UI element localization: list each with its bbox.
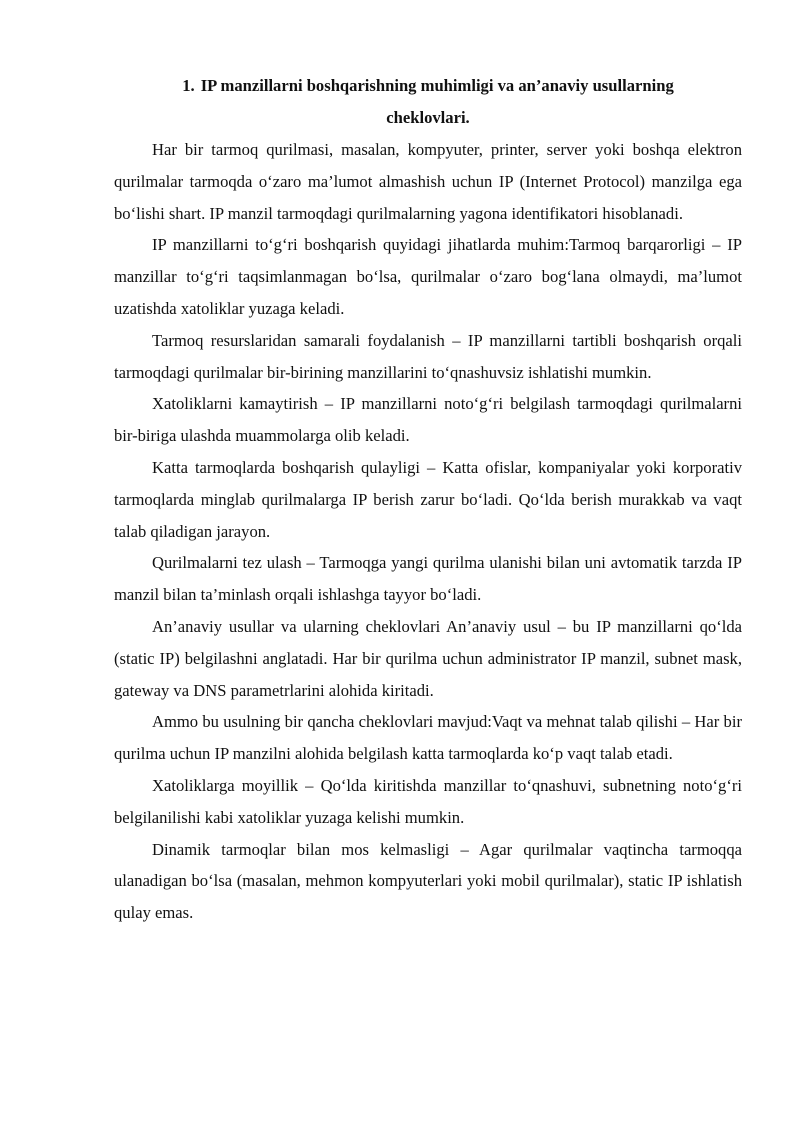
- section-heading: [114, 70, 742, 134]
- heading-line-2: cheklovlari.: [386, 108, 470, 127]
- heading-line-1: IP manzillarni boshqarishning muhimligi va an’anaviy usullarning: [200, 76, 674, 95]
- paragraph-traditional-methods: An’anaviy usullar va ularning cheklovlari An’anaviy usul – bu IP manzillarni qo‘lda (static IP) belgilashni anglatadi. Har bir qurilma uchun administrator IP manzil, subnet mask, gateway va DNS parametrlarini alohida kiritadi.: [114, 616, 742, 700]
- paragraph-resource-efficiency: Tarmoq resurslaridan samarali foydalanish – IP manzillarni tartibli boshqarish orqali tarmoqdagi qurilmalar bir-birining manzillarini to‘qnashuvsiz ishlatishi mumkin.: [114, 330, 742, 382]
- document-page: [114, 70, 742, 929]
- paragraph-error-reduction: Xatoliklarni kamaytirish – IP manzillarni noto‘g‘ri belgilash tarmoqdagi qurilmalarni bir-biriga ulashda muammolarga olib keladi.: [114, 394, 742, 446]
- paragraph-fast-device-connection: Qurilmalarni tez ulash – Tarmoqga yangi qurilma ulanishi bilan uni avtomatik tarzda IP manzil bilan ta’minlash orqali ishlashga tayyor bo‘ladi.: [114, 553, 742, 605]
- paragraph-large-network-management: Katta tarmoqlarda boshqarish qulayligi – Katta ofislar, kompaniyalar yoki korporativ tarmoqlarda minglab qurilmalarga IP berish zarur bo‘ladi. Qo‘lda berish murakkab va vaqt talab qiladigan jarayon.: [114, 457, 742, 541]
- paragraph-time-and-labor: Ammo bu usulning bir qancha cheklovlari mavjud:Vaqt va mehnat talab qilishi – Har bir qurilma uchun IP manzilni alohida belgilash katta tarmoqlarda ko‘p vaqt talab etadi.: [114, 712, 742, 764]
- paragraph-ip-address-intro: Har bir tarmoq qurilmasi, masalan, kompyuter, printer, server yoki boshqa elektron qurilmalar tarmoqda o‘zaro ma’lumot almashish uchun IP (Internet Protocol) manzilga ega bo‘lishi shart. IP manzil tarmoqdagi qurilmalarning yagona identifikatori hisoblanadi.: [114, 140, 742, 223]
- paragraph-error-prone: Xatoliklarga moyillik – Qo‘lda kiritishda manzillar to‘qnashuvi, subnetning noto‘g‘ri belgilanilishi kabi xatoliklar yuzaga kelishi mumkin.: [114, 775, 742, 827]
- paragraph-network-stability: IP manzillarni to‘g‘ri boshqarish quyidagi jihatlarda muhim:Tarmoq barqarorligi – IP manzillar to‘g‘ri taqsimlanmagan bo‘lsa, qurilmalar o‘zaro bog‘lana olmaydi, ma’lumot uzatishda xatoliklar yuzaga keladi.: [114, 235, 742, 318]
- heading-number: 1.: [182, 76, 195, 95]
- paragraph-dynamic-networks: Dinamik tarmoqlar bilan mos kelmasligi – Agar qurilmalar vaqtincha tarmoqqa ulanadigan bo‘lsa (masalan, mehmon kompyuterlari yoki mobil qurilmalar), static IP ishlatish qulay emas.: [114, 839, 742, 923]
